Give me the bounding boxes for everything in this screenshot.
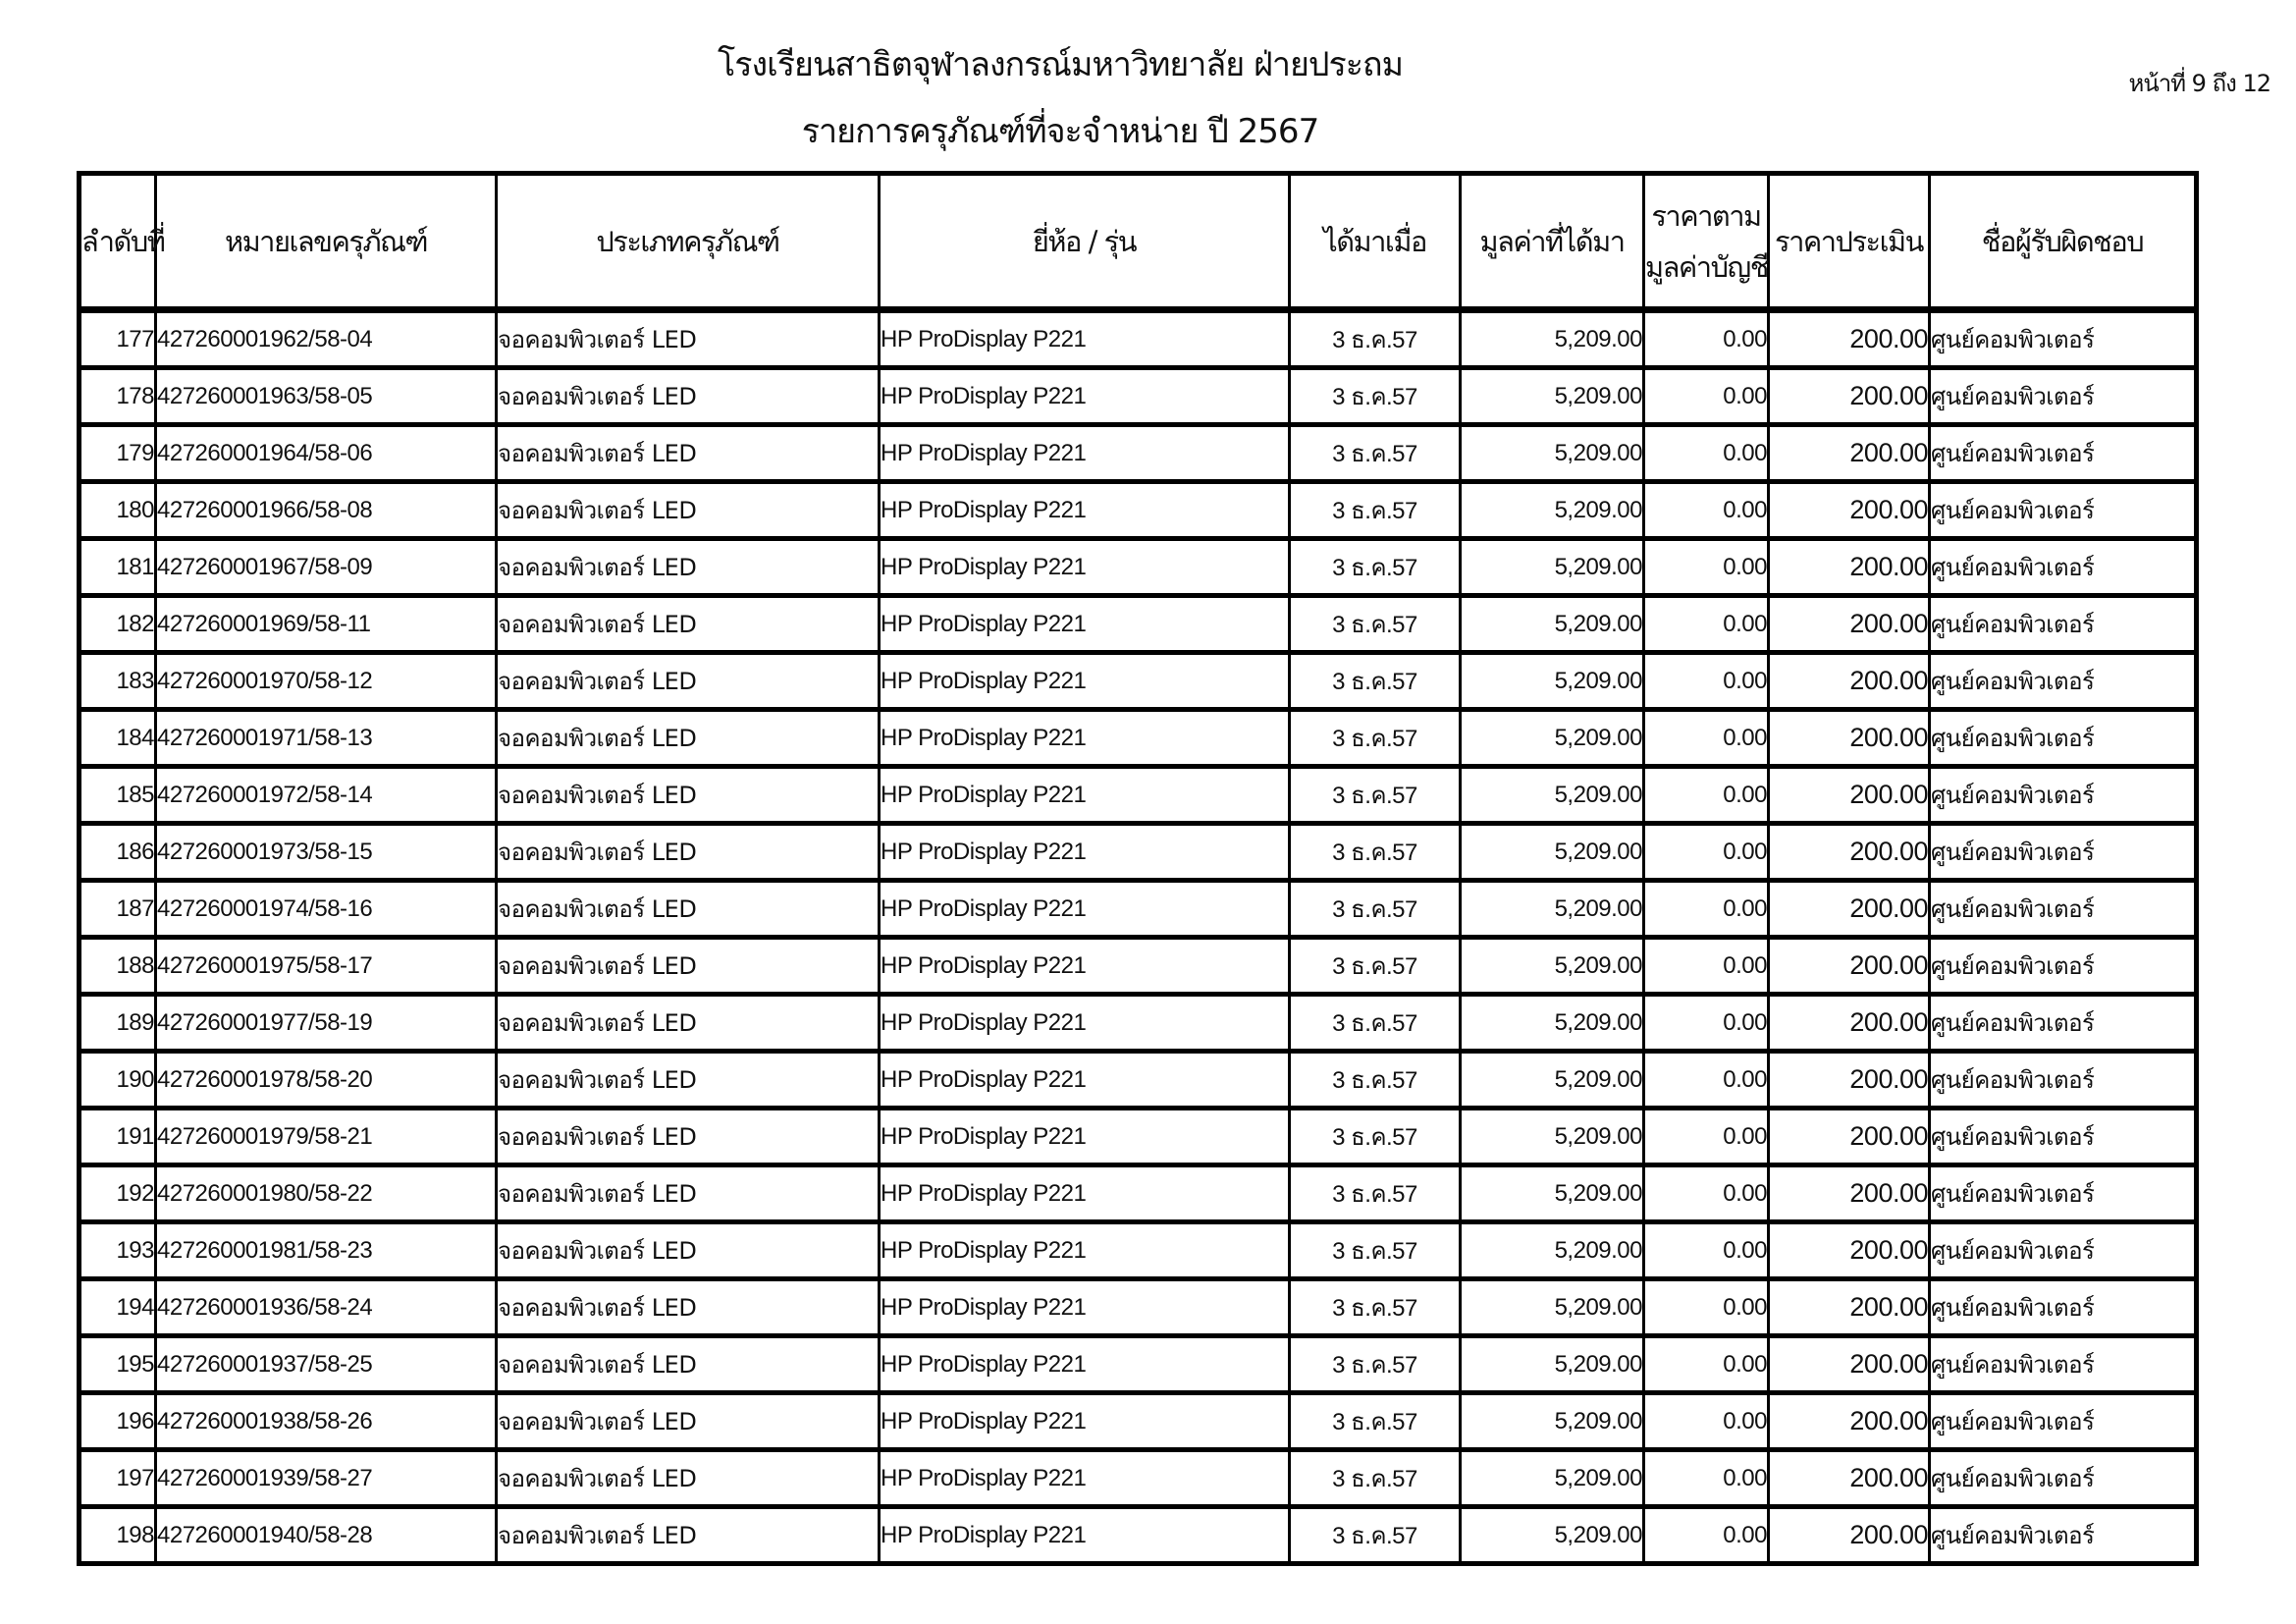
brand-model-cell: HP ProDisplay P221 <box>880 1279 1290 1336</box>
row-number-cell: 181 <box>80 539 156 596</box>
column-header-book-value <box>1644 174 1769 310</box>
column-header-cost: มูลค่าที่ได้มา <box>1461 174 1644 310</box>
brand-model-cell: HP ProDisplay P221 <box>880 596 1290 653</box>
acquired-date-cell: 3 ธ.ค.57 <box>1290 1450 1461 1507</box>
page-indicator: หน้าที่ 9 ถึง 12 <box>2128 70 2270 97</box>
row-number-cell: 184 <box>80 710 156 767</box>
responsible-owner-cell: ศูนย์คอมพิวเตอร์ <box>1930 425 2197 482</box>
table-row <box>80 767 2197 824</box>
responsible-owner-cell: ศูนย์คอมพิวเตอร์ <box>1930 1336 2197 1393</box>
acquisition-cost-cell: 5,209.00 <box>1461 1222 1644 1279</box>
book-value-cell: 0.00 <box>1644 596 1769 653</box>
row-number-cell: 198 <box>80 1507 156 1564</box>
row-number-cell: 193 <box>80 1222 156 1279</box>
acquired-date-cell: 3 ธ.ค.57 <box>1290 824 1461 881</box>
asset-id-cell: 427260001975/58-17 <box>156 938 497 995</box>
brand-model-cell: HP ProDisplay P221 <box>880 1165 1290 1222</box>
table-row <box>80 995 2197 1052</box>
asset-type-cell: จอคอมพิวเตอร์ LED <box>497 1165 880 1222</box>
asset-id-cell: 427260001964/58-06 <box>156 425 497 482</box>
acquisition-cost-cell: 5,209.00 <box>1461 1336 1644 1393</box>
acquisition-cost-cell: 5,209.00 <box>1461 1450 1644 1507</box>
book-value-cell: 0.00 <box>1644 539 1769 596</box>
estimated-price-cell: 200.00 <box>1769 1393 1930 1450</box>
asset-type-cell: จอคอมพิวเตอร์ LED <box>497 482 880 539</box>
row-number-cell: 186 <box>80 824 156 881</box>
column-header-estimate: ราคาประเมิน <box>1769 174 1930 310</box>
row-number-cell: 197 <box>80 1450 156 1507</box>
estimated-price-cell: 200.00 <box>1769 881 1930 938</box>
row-number-cell: 180 <box>80 482 156 539</box>
document-subtitle: รายการครุภัณฑ์ที่จะจำหน่าย ปี 2567 <box>801 112 1319 151</box>
table-row <box>80 425 2197 482</box>
table-row <box>80 1450 2197 1507</box>
row-number-cell: 190 <box>80 1052 156 1109</box>
estimated-price-cell: 200.00 <box>1769 425 1930 482</box>
document-title: โรงเรียนสาธิตจุฬาลงกรณ์มหาวิทยาลัย ฝ่ายประถม <box>718 45 1403 84</box>
asset-id-cell: 427260001967/58-09 <box>156 539 497 596</box>
acquired-date-cell: 3 ธ.ค.57 <box>1290 710 1461 767</box>
table-row <box>80 824 2197 881</box>
asset-id-cell: 427260001962/58-04 <box>156 310 497 368</box>
estimated-price-cell: 200.00 <box>1769 1165 1930 1222</box>
estimated-price-cell: 200.00 <box>1769 938 1930 995</box>
acquisition-cost-cell: 5,209.00 <box>1461 539 1644 596</box>
column-header-acquired: ได้มาเมื่อ <box>1290 174 1461 310</box>
book-value-cell: 0.00 <box>1644 938 1769 995</box>
acquired-date-cell: 3 ธ.ค.57 <box>1290 368 1461 425</box>
row-number-cell: 187 <box>80 881 156 938</box>
row-number-cell: 194 <box>80 1279 156 1336</box>
acquisition-cost-cell: 5,209.00 <box>1461 710 1644 767</box>
asset-type-cell: จอคอมพิวเตอร์ LED <box>497 596 880 653</box>
book-value-cell: 0.00 <box>1644 310 1769 368</box>
table-row <box>80 1165 2197 1222</box>
table-row <box>80 482 2197 539</box>
estimated-price-cell: 200.00 <box>1769 482 1930 539</box>
responsible-owner-cell: ศูนย์คอมพิวเตอร์ <box>1930 653 2197 710</box>
asset-id-cell: 427260001939/58-27 <box>156 1450 497 1507</box>
book-value-cell: 0.00 <box>1644 653 1769 710</box>
responsible-owner-cell: ศูนย์คอมพิวเตอร์ <box>1930 1393 2197 1450</box>
responsible-owner-cell: ศูนย์คอมพิวเตอร์ <box>1930 1052 2197 1109</box>
row-number-cell: 183 <box>80 653 156 710</box>
book-value-cell: 0.00 <box>1644 767 1769 824</box>
acquired-date-cell: 3 ธ.ค.57 <box>1290 596 1461 653</box>
responsible-owner-cell: ศูนย์คอมพิวเตอร์ <box>1930 824 2197 881</box>
book-value-cell: 0.00 <box>1644 995 1769 1052</box>
asset-type-cell: จอคอมพิวเตอร์ LED <box>497 653 880 710</box>
acquired-date-cell: 3 ธ.ค.57 <box>1290 938 1461 995</box>
table-header <box>80 174 2197 310</box>
asset-id-cell: 427260001963/58-05 <box>156 368 497 425</box>
acquisition-cost-cell: 5,209.00 <box>1461 310 1644 368</box>
acquired-date-cell: 3 ธ.ค.57 <box>1290 881 1461 938</box>
asset-type-cell: จอคอมพิวเตอร์ LED <box>497 425 880 482</box>
acquisition-cost-cell: 5,209.00 <box>1461 482 1644 539</box>
responsible-owner-cell: ศูนย์คอมพิวเตอร์ <box>1930 1222 2197 1279</box>
responsible-owner-cell: ศูนย์คอมพิวเตอร์ <box>1930 881 2197 938</box>
acquired-date-cell: 3 ธ.ค.57 <box>1290 1052 1461 1109</box>
asset-id-cell: 427260001974/58-16 <box>156 881 497 938</box>
table-row <box>80 1222 2197 1279</box>
asset-id-cell: 427260001966/58-08 <box>156 482 497 539</box>
asset-type-cell: จอคอมพิวเตอร์ LED <box>497 995 880 1052</box>
acquisition-cost-cell: 5,209.00 <box>1461 1165 1644 1222</box>
brand-model-cell: HP ProDisplay P221 <box>880 1450 1290 1507</box>
estimated-price-cell: 200.00 <box>1769 653 1930 710</box>
acquisition-cost-cell: 5,209.00 <box>1461 881 1644 938</box>
acquisition-cost-cell: 5,209.00 <box>1461 824 1644 881</box>
asset-type-cell: จอคอมพิวเตอร์ LED <box>497 310 880 368</box>
acquisition-cost-cell: 5,209.00 <box>1461 1279 1644 1336</box>
estimated-price-cell: 200.00 <box>1769 995 1930 1052</box>
book-value-cell: 0.00 <box>1644 482 1769 539</box>
acquisition-cost-cell: 5,209.00 <box>1461 1393 1644 1450</box>
column-header-asset-type: ประเภทครุภัณฑ์ <box>497 174 880 310</box>
estimated-price-cell: 200.00 <box>1769 368 1930 425</box>
asset-type-cell: จอคอมพิวเตอร์ LED <box>497 824 880 881</box>
book-value-cell: 0.00 <box>1644 1109 1769 1165</box>
responsible-owner-cell: ศูนย์คอมพิวเตอร์ <box>1930 539 2197 596</box>
responsible-owner-cell: ศูนย์คอมพิวเตอร์ <box>1930 368 2197 425</box>
asset-id-cell: 427260001970/58-12 <box>156 653 497 710</box>
acquired-date-cell: 3 ธ.ค.57 <box>1290 1279 1461 1336</box>
acquired-date-cell: 3 ธ.ค.57 <box>1290 767 1461 824</box>
responsible-owner-cell: ศูนย์คอมพิวเตอร์ <box>1930 1279 2197 1336</box>
column-header-book-value-line2: มูลค่าบัญชี <box>1645 249 1768 284</box>
acquired-date-cell: 3 ธ.ค.57 <box>1290 1336 1461 1393</box>
acquisition-cost-cell: 5,209.00 <box>1461 995 1644 1052</box>
brand-model-cell: HP ProDisplay P221 <box>880 1507 1290 1564</box>
asset-id-cell: 427260001936/58-24 <box>156 1279 497 1336</box>
brand-model-cell: HP ProDisplay P221 <box>880 1109 1290 1165</box>
estimated-price-cell: 200.00 <box>1769 1279 1930 1336</box>
column-header-no: ลำดับที่ <box>80 174 156 310</box>
table-row <box>80 710 2197 767</box>
row-number-cell: 188 <box>80 938 156 995</box>
table-row <box>80 881 2197 938</box>
row-number-cell: 191 <box>80 1109 156 1165</box>
estimated-price-cell: 200.00 <box>1769 824 1930 881</box>
responsible-owner-cell: ศูนย์คอมพิวเตอร์ <box>1930 995 2197 1052</box>
asset-id-cell: 427260001940/58-28 <box>156 1507 497 1564</box>
brand-model-cell: HP ProDisplay P221 <box>880 653 1290 710</box>
acquired-date-cell: 3 ธ.ค.57 <box>1290 1507 1461 1564</box>
responsible-owner-cell: ศูนย์คอมพิวเตอร์ <box>1930 1450 2197 1507</box>
asset-type-cell: จอคอมพิวเตอร์ LED <box>497 1450 880 1507</box>
brand-model-cell: HP ProDisplay P221 <box>880 482 1290 539</box>
acquired-date-cell: 3 ธ.ค.57 <box>1290 1165 1461 1222</box>
column-header-asset-id: หมายเลขครุภัณฑ์ <box>156 174 497 310</box>
table-row <box>80 1279 2197 1336</box>
book-value-cell: 0.00 <box>1644 1222 1769 1279</box>
estimated-price-cell: 200.00 <box>1769 1450 1930 1507</box>
estimated-price-cell: 200.00 <box>1769 1336 1930 1393</box>
brand-model-cell: HP ProDisplay P221 <box>880 1393 1290 1450</box>
table-row <box>80 368 2197 425</box>
asset-id-cell: 427260001979/58-21 <box>156 1109 497 1165</box>
book-value-cell: 0.00 <box>1644 1336 1769 1393</box>
estimated-price-cell: 200.00 <box>1769 539 1930 596</box>
brand-model-cell: HP ProDisplay P221 <box>880 881 1290 938</box>
column-header-owner: ชื่อผู้รับผิดชอบ <box>1930 174 2197 310</box>
book-value-cell: 0.00 <box>1644 1393 1769 1450</box>
asset-id-cell: 427260001971/58-13 <box>156 710 497 767</box>
asset-id-cell: 427260001980/58-22 <box>156 1165 497 1222</box>
table-row <box>80 653 2197 710</box>
asset-type-cell: จอคอมพิวเตอร์ LED <box>497 881 880 938</box>
row-number-cell: 196 <box>80 1393 156 1450</box>
table-row <box>80 938 2197 995</box>
book-value-cell: 0.00 <box>1644 425 1769 482</box>
asset-type-cell: จอคอมพิวเตอร์ LED <box>497 1109 880 1165</box>
row-number-cell: 185 <box>80 767 156 824</box>
brand-model-cell: HP ProDisplay P221 <box>880 1052 1290 1109</box>
asset-type-cell: จอคอมพิวเตอร์ LED <box>497 1336 880 1393</box>
book-value-cell: 0.00 <box>1644 368 1769 425</box>
asset-disposal-table <box>77 171 2199 1566</box>
row-number-cell: 178 <box>80 368 156 425</box>
table-row <box>80 539 2197 596</box>
acquisition-cost-cell: 5,209.00 <box>1461 596 1644 653</box>
responsible-owner-cell: ศูนย์คอมพิวเตอร์ <box>1930 938 2197 995</box>
asset-id-cell: 427260001981/58-23 <box>156 1222 497 1279</box>
responsible-owner-cell: ศูนย์คอมพิวเตอร์ <box>1930 767 2197 824</box>
estimated-price-cell: 200.00 <box>1769 596 1930 653</box>
asset-id-cell: 427260001937/58-25 <box>156 1336 497 1393</box>
estimated-price-cell: 200.00 <box>1769 767 1930 824</box>
brand-model-cell: HP ProDisplay P221 <box>880 767 1290 824</box>
brand-model-cell: HP ProDisplay P221 <box>880 824 1290 881</box>
acquisition-cost-cell: 5,209.00 <box>1461 425 1644 482</box>
asset-id-cell: 427260001972/58-14 <box>156 767 497 824</box>
estimated-price-cell: 200.00 <box>1769 1222 1930 1279</box>
estimated-price-cell: 200.00 <box>1769 1109 1930 1165</box>
table-row <box>80 1109 2197 1165</box>
table-row <box>80 310 2197 368</box>
row-number-cell: 189 <box>80 995 156 1052</box>
book-value-cell: 0.00 <box>1644 1507 1769 1564</box>
estimated-price-cell: 200.00 <box>1769 1052 1930 1109</box>
estimated-price-cell: 200.00 <box>1769 1507 1930 1564</box>
acquisition-cost-cell: 5,209.00 <box>1461 1507 1644 1564</box>
acquired-date-cell: 3 ธ.ค.57 <box>1290 310 1461 368</box>
responsible-owner-cell: ศูนย์คอมพิวเตอร์ <box>1930 1109 2197 1165</box>
acquisition-cost-cell: 5,209.00 <box>1461 938 1644 995</box>
acquired-date-cell: 3 ธ.ค.57 <box>1290 539 1461 596</box>
asset-id-cell: 427260001969/58-11 <box>156 596 497 653</box>
table-row <box>80 1052 2197 1109</box>
asset-type-cell: จอคอมพิวเตอร์ LED <box>497 938 880 995</box>
acquired-date-cell: 3 ธ.ค.57 <box>1290 1393 1461 1450</box>
brand-model-cell: HP ProDisplay P221 <box>880 425 1290 482</box>
table-row <box>80 1393 2197 1450</box>
row-number-cell: 179 <box>80 425 156 482</box>
brand-model-cell: HP ProDisplay P221 <box>880 710 1290 767</box>
table-row <box>80 1507 2197 1564</box>
acquired-date-cell: 3 ธ.ค.57 <box>1290 653 1461 710</box>
book-value-cell: 0.00 <box>1644 824 1769 881</box>
acquisition-cost-cell: 5,209.00 <box>1461 653 1644 710</box>
book-value-cell: 0.00 <box>1644 1165 1769 1222</box>
brand-model-cell: HP ProDisplay P221 <box>880 368 1290 425</box>
asset-type-cell: จอคอมพิวเตอร์ LED <box>497 1279 880 1336</box>
asset-type-cell: จอคอมพิวเตอร์ LED <box>497 1222 880 1279</box>
brand-model-cell: HP ProDisplay P221 <box>880 539 1290 596</box>
responsible-owner-cell: ศูนย์คอมพิวเตอร์ <box>1930 1507 2197 1564</box>
responsible-owner-cell: ศูนย์คอมพิวเตอร์ <box>1930 1165 2197 1222</box>
responsible-owner-cell: ศูนย์คอมพิวเตอร์ <box>1930 482 2197 539</box>
book-value-cell: 0.00 <box>1644 881 1769 938</box>
table-body <box>80 310 2197 1564</box>
asset-type-cell: จอคอมพิวเตอร์ LED <box>497 368 880 425</box>
asset-type-cell: จอคอมพิวเตอร์ LED <box>497 539 880 596</box>
asset-type-cell: จอคอมพิวเตอร์ LED <box>497 1507 880 1564</box>
acquisition-cost-cell: 5,209.00 <box>1461 1109 1644 1165</box>
estimated-price-cell: 200.00 <box>1769 310 1930 368</box>
book-value-cell: 0.00 <box>1644 710 1769 767</box>
asset-id-cell: 427260001977/58-19 <box>156 995 497 1052</box>
brand-model-cell: HP ProDisplay P221 <box>880 938 1290 995</box>
brand-model-cell: HP ProDisplay P221 <box>880 1222 1290 1279</box>
asset-type-cell: จอคอมพิวเตอร์ LED <box>497 767 880 824</box>
estimated-price-cell: 200.00 <box>1769 710 1930 767</box>
book-value-cell: 0.00 <box>1644 1450 1769 1507</box>
acquired-date-cell: 3 ธ.ค.57 <box>1290 995 1461 1052</box>
row-number-cell: 177 <box>80 310 156 368</box>
table-row <box>80 1336 2197 1393</box>
acquisition-cost-cell: 5,209.00 <box>1461 368 1644 425</box>
acquired-date-cell: 3 ธ.ค.57 <box>1290 482 1461 539</box>
column-header-brand-model: ยี่ห้อ / รุ่น <box>880 174 1290 310</box>
asset-id-cell: 427260001973/58-15 <box>156 824 497 881</box>
acquired-date-cell: 3 ธ.ค.57 <box>1290 1109 1461 1165</box>
acquisition-cost-cell: 5,209.00 <box>1461 767 1644 824</box>
acquired-date-cell: 3 ธ.ค.57 <box>1290 1222 1461 1279</box>
book-value-cell: 0.00 <box>1644 1052 1769 1109</box>
asset-type-cell: จอคอมพิวเตอร์ LED <box>497 1052 880 1109</box>
row-number-cell: 192 <box>80 1165 156 1222</box>
table-row <box>80 596 2197 653</box>
row-number-cell: 182 <box>80 596 156 653</box>
row-number-cell: 195 <box>80 1336 156 1393</box>
brand-model-cell: HP ProDisplay P221 <box>880 1336 1290 1393</box>
brand-model-cell: HP ProDisplay P221 <box>880 310 1290 368</box>
asset-type-cell: จอคอมพิวเตอร์ LED <box>497 710 880 767</box>
responsible-owner-cell: ศูนย์คอมพิวเตอร์ <box>1930 710 2197 767</box>
asset-id-cell: 427260001938/58-26 <box>156 1393 497 1450</box>
column-header-book-value-line1: ราคาตาม <box>1651 198 1761 233</box>
asset-id-cell: 427260001978/58-20 <box>156 1052 497 1109</box>
asset-type-cell: จอคอมพิวเตอร์ LED <box>497 1393 880 1450</box>
book-value-cell: 0.00 <box>1644 1279 1769 1336</box>
acquired-date-cell: 3 ธ.ค.57 <box>1290 425 1461 482</box>
acquisition-cost-cell: 5,209.00 <box>1461 1052 1644 1109</box>
brand-model-cell: HP ProDisplay P221 <box>880 995 1290 1052</box>
responsible-owner-cell: ศูนย์คอมพิวเตอร์ <box>1930 310 2197 368</box>
responsible-owner-cell: ศูนย์คอมพิวเตอร์ <box>1930 596 2197 653</box>
